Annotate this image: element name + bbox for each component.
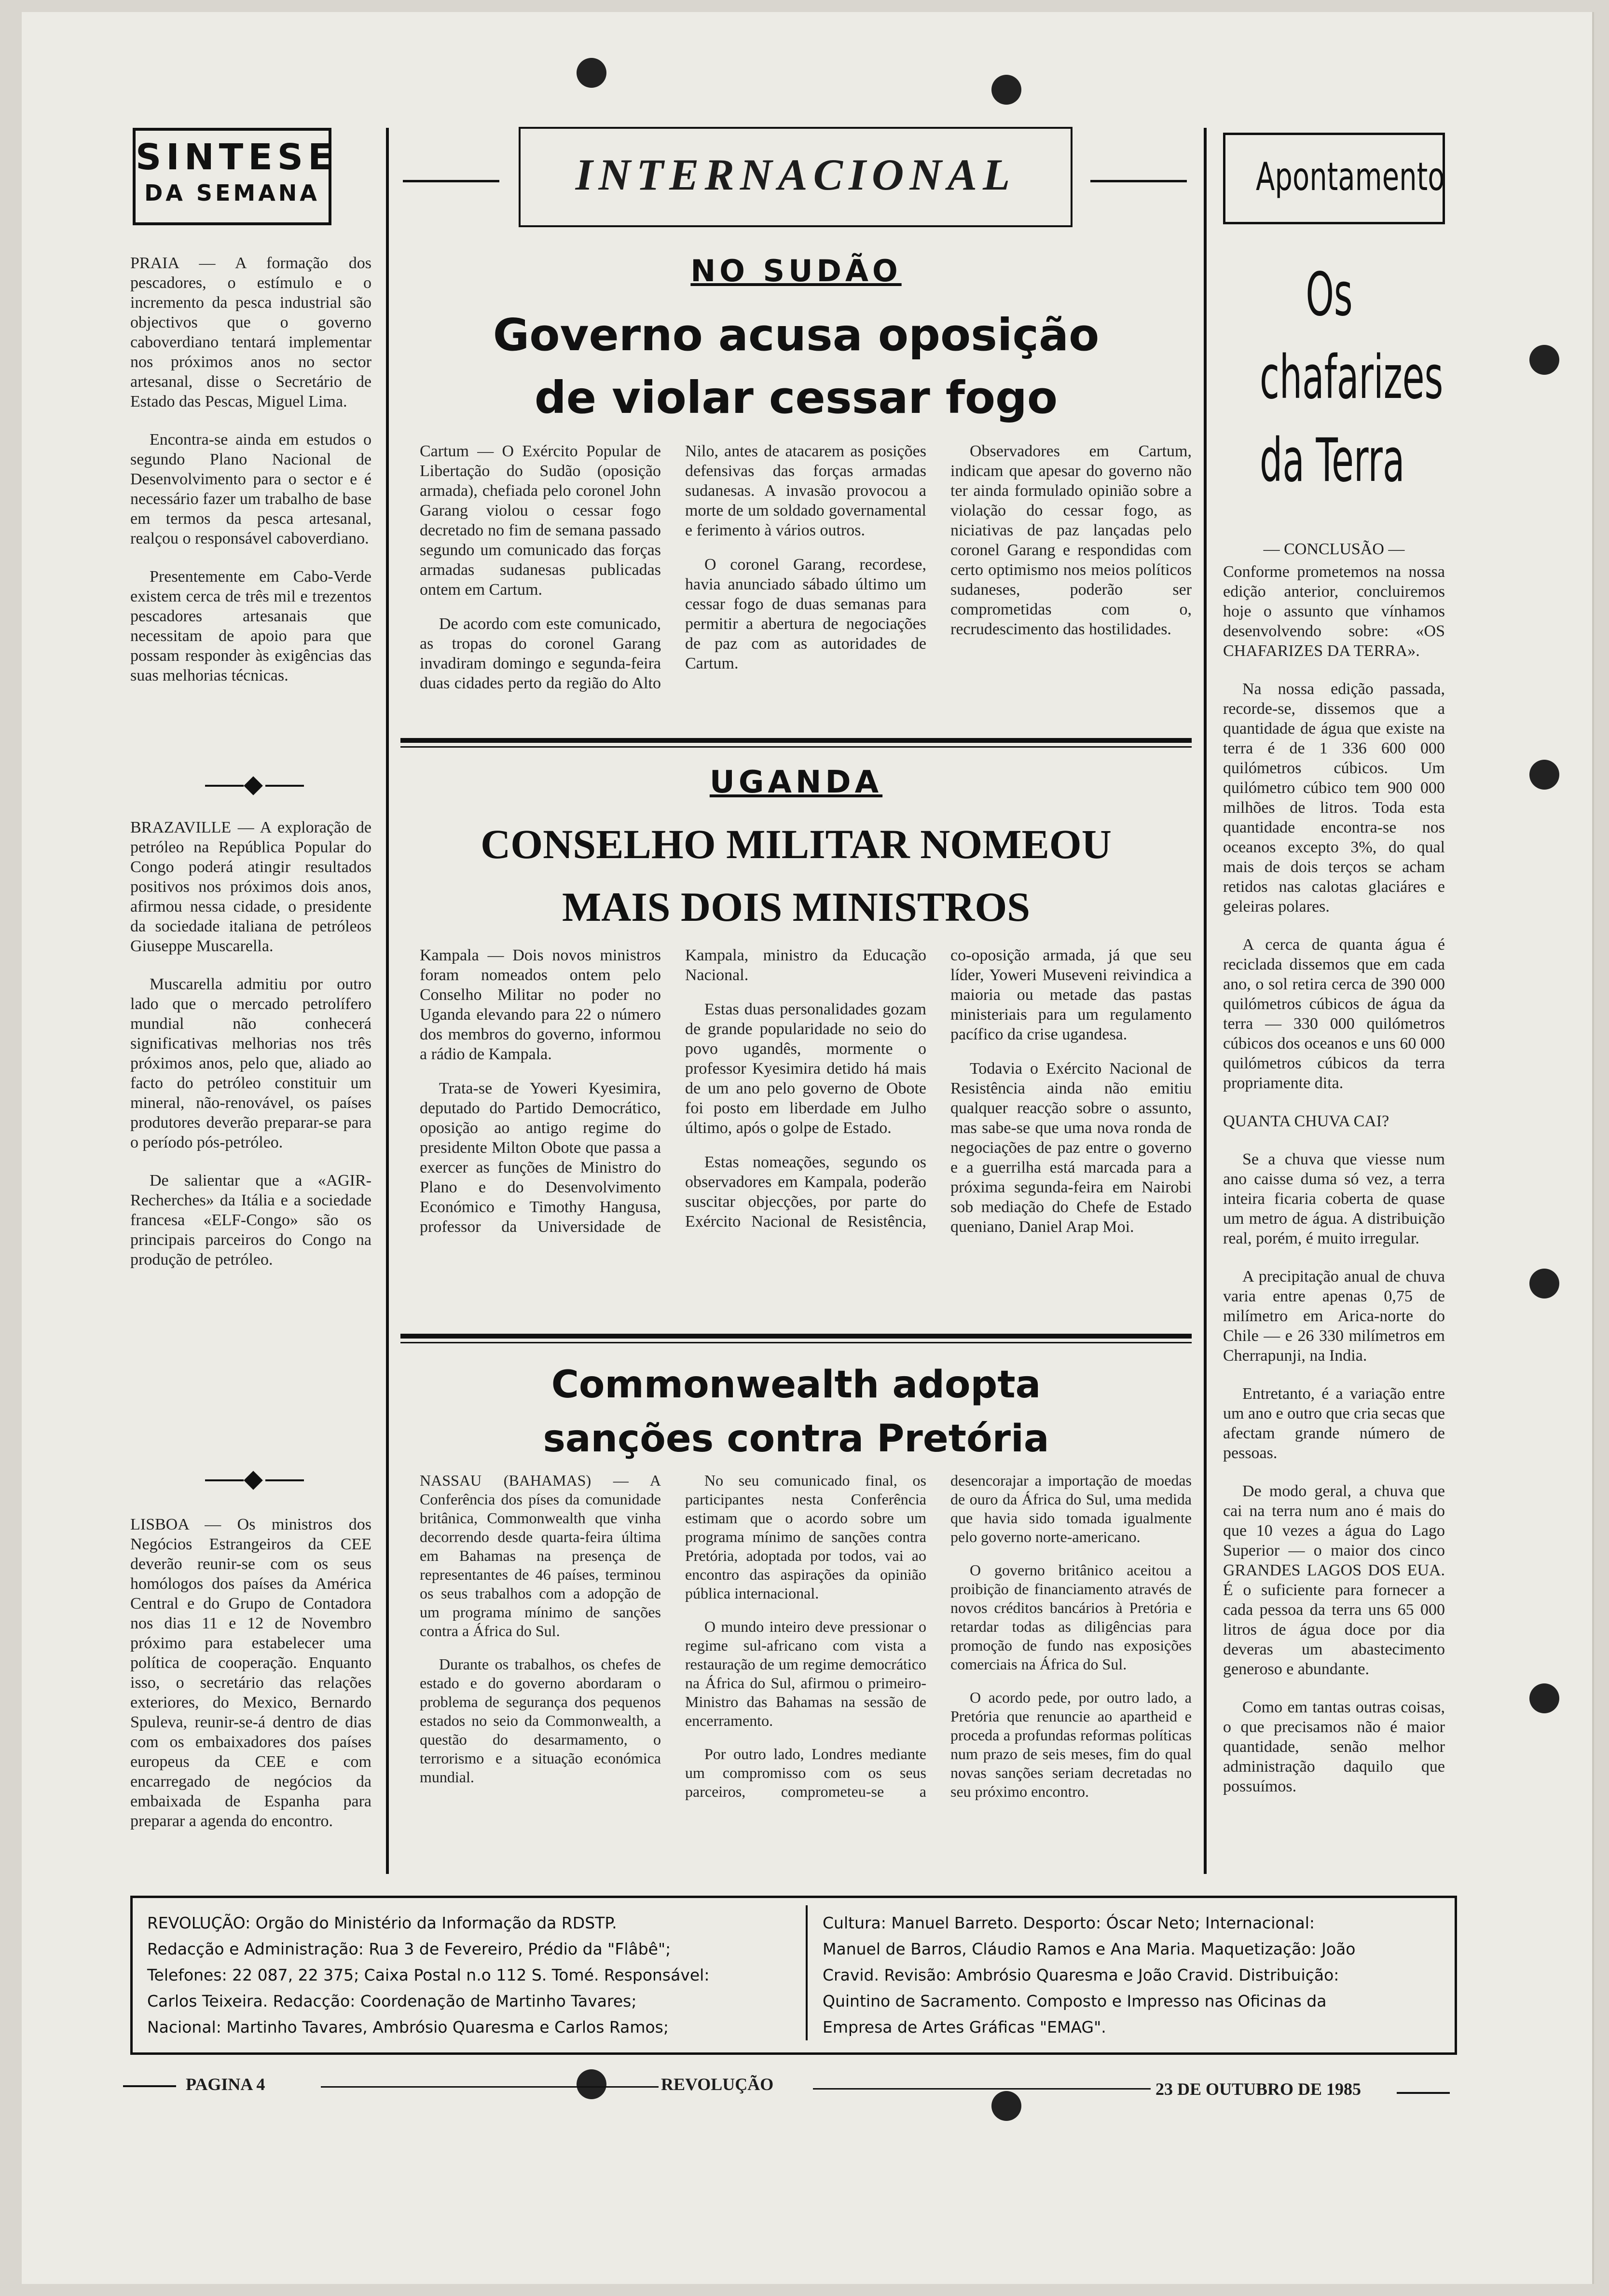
sintese-paragraph: Muscarella admitiu por outro lado que o mercado petrolífero mundial não conhecerá significativas melhorias nos três próximos anos, pelo que, aliado ao facto do petróleo constituir um mineral, não-renovável, os países produtores deverão preparar-se para o período pós-petróleo.: [130, 975, 371, 1151]
footer-rule: [321, 2086, 659, 2088]
sintese-column-3: [130, 1515, 371, 1849]
sudao-headline-line2: de violar cessar fogo: [534, 372, 1058, 424]
masthead-line: Cravid. Revisão: Ambrósio Quaresma e João Cravid. Distribuição:: [823, 1966, 1339, 1984]
sintese-header-box: [133, 128, 337, 225]
commonwealth-headline-line2: sanções contra Pretória: [543, 1417, 1049, 1461]
masthead-line: Redacção e Administração: Rua 3 de Fevereiro, Prédio da "Flâbê";: [147, 1940, 671, 1958]
uganda-body: [420, 945, 1192, 1331]
uganda-headline-line1: CONSELHO MILITAR NOMEOU: [481, 821, 1112, 867]
footer-date: 23 DE OUTUBRO DE 1985: [1155, 2079, 1361, 2099]
punch-hole: [577, 58, 606, 88]
apontamento-body: [1223, 562, 1445, 1815]
sintese-paragraph: LISBOA — Os ministros dos Negócios Estrangeiros da CEE deverão reunir-se com os seus homólogos dos países da América Central e do Grupo de Contadora nos dias 11 e 12 de Novembro próximo para estabelecer uma política de cooperação. Enquanto isso, o secretário das relações exteriores, do Mexico, Bernardo Spuleva, reunir-se-á dentro de dias com os embaixadores dos países europeus da CEE e com encarregado de negócios da embaixada de Espanha para preparar a agenda do encontro.: [130, 1516, 371, 1830]
commonwealth-paragraph: O governo britânico aceitou a proibição de financiamento através de novos créditos bancários à Pretória e retardar todas as diligências para promoção de fundo nas exposições comerciais na África do Sul.: [950, 1561, 1192, 1673]
newspaper-page: [22, 12, 1594, 2284]
sudao-headline: [398, 304, 1194, 429]
punch-hole: [991, 75, 1021, 105]
section-rule-thin: [400, 746, 1192, 748]
uganda-paragraph: Estas nomeações, segundo os observadores em Kampala, poderão suscitar objecções, por parte do Exército Nacional de Resistência, co-oposição armada, já que seu líder, Yoweri Museveni reivindica a maioria ou metade das pastas ministeriais para um regulamento pacífico da crise ugandesa.: [685, 946, 1192, 1230]
commonwealth-paragraph: Durante os trabalhos, os chefes de estado e do governo abordaram o problema de segurança dos pequenos estados no seio da Commonwealth, a questão do desarmamento, o terrorismo e a situação económica mundial.: [420, 1655, 661, 1786]
header-rule-left: [403, 180, 499, 182]
section-rule: [400, 1334, 1192, 1339]
apontamento-headline: [1213, 253, 1445, 502]
apontamento-paragraph: A precipitação anual de chuva varia entre apenas 0,75 de milímetro em Arica-norte do Chile — e 26 330 milímetros em Cherrapunji, na India.: [1223, 1268, 1445, 1365]
masthead-left: [147, 1910, 774, 2040]
column-rule-right: [1204, 128, 1207, 1874]
punch-hole: [1529, 345, 1559, 375]
commonwealth-paragraph: Por outro lado, Londres mediante um compromisso com os seus parceiros, comprometeu-se a desencorajar a importação de moedas de ouro da África do Sul, uma medida que havia sido tomada igualmente pelo governo norte-americano.: [685, 1472, 1192, 1800]
uganda-kicker: UGANDA: [709, 765, 883, 800]
uganda-paragraph: Kampala — Dois novos ministros foram nomeados ontem pelo Conselho Militar no poder no Uganda elevando para 22 o número dos membros do governo, informou a rádio de Kampala.: [420, 946, 661, 1063]
masthead-line: Telefones: 22 087, 22 375; Caixa Postal n.o 112 S. Tomé. Responsável:: [147, 1966, 710, 1984]
commonwealth-body: [420, 1471, 1192, 1891]
sintese-paragraph: BRAZAVILLE — A exploração de petróleo na República Popular do Congo poderá atingir resultados positivos nos próximos dois anos, afirmou nessa cidade, o presidente da sociedade italiana de petróleos Giuseppe Muscarella.: [130, 819, 371, 955]
masthead-divider: [806, 1905, 808, 2040]
sudao-paragraph: De acordo com este comunicado, as tropas do coronel Garang invadiram domingo e segunda-feira duas cidades perto da região do Alto Nilo, antes de atacarem as posições defensivas das forças armadas sudanesas. A invasão provocou a morte de um soldado governamental e ferimento à vários outros.: [420, 442, 926, 692]
apontamento-title-line2: chafarizes: [1260, 343, 1444, 412]
masthead-line: Empresa de Artes Gráficas "EMAG".: [823, 2018, 1106, 2036]
commonwealth-paragraph: No seu comunicado final, os participantes nesta Conferência estimam que o acordo sobre um programa mínimo de sanções contra Pretória, adoptada por todos, vai ao encontro das aspirações da opinião pública internacional.: [685, 1472, 926, 1602]
sudao-body: [420, 441, 1192, 726]
sudao-paragraph: O coronel Garang, recordese, havia anunciado sábado último um cessar fogo de duas semanas para permitir a abertura de negociações de paz com as autoridades de Cartum.: [685, 556, 926, 672]
masthead-line: Cultura: Manuel Barreto. Desporto: Óscar Neto; Internacional:: [823, 1913, 1315, 1932]
sudao-paragraph: Observadores em Cartum, indicam que apesar do governo não ter ainda formulado opinião sobre a violação do cessar fogo, as niciativas de paz lançadas pelo coronel Garang e respondidas com certo optimismo nos meios políticos sudaneses, poderão ser comprometidas com o, recrudescimento das hostilidades.: [950, 442, 1192, 638]
uganda-paragraph: Estas duas personalidades gozam de grande popularidade no seio do povo ugandês, mormente o professor Kyesimira detido há mais de um ano pelo governo de Obote foi posto em liberdade em Julho último, após o golpe de Estado.: [685, 1000, 926, 1137]
footer-rule: [123, 2085, 176, 2087]
commonwealth-paragraph: O mundo inteiro deve pressionar o regime sul-africano com vista a restauração de um regime democrático na África do Sul, afirmou o primeiro-Ministro das Bahamas na sessão de encerramento.: [685, 1618, 926, 1729]
apontamento-conclusao: — CONCLUSÃO —: [1263, 540, 1405, 558]
footer-paper-name: REVOLUÇÃO: [661, 2075, 774, 2094]
section-rule-thin: [400, 1342, 1192, 1343]
commonwealth-headline: [398, 1358, 1194, 1466]
sintese-paragraph: PRAIA — A formação dos pescadores, o estímulo e o incremento da pesca industrial são objectivos que o governo caboverdiano tentará implementar nos próximos anos no sector artesanal, disse o Secretário de Estado das Pescas, Miguel Lima.: [130, 254, 371, 410]
apontamento-subhead: QUANTA CHUVA CAI?: [1223, 1112, 1389, 1130]
sudao-paragraph: Cartum — O Exército Popular de Libertação do Sudão (oposição armada), chefiada pelo coronel John Garang violou o cessar fogo decretado no fim de semana passado segundo um comunicado das forças armadas sudanesas publicadas ontem em Cartum.: [420, 442, 661, 599]
uganda-headline: [398, 813, 1194, 938]
masthead-line: Manuel de Barros, Cláudio Ramos e Ana Maria. Maquetização: João: [823, 1940, 1356, 1958]
commonwealth-paragraph: O acordo pede, por outro lado, a Pretória que renuncie ao apartheid e proceda a profundas reformas políticas num prazo de seis meses, fim do qual novas sanções seriam decretadas no seu próximo encontro.: [950, 1689, 1192, 1800]
uganda-paragraph: Trata-se de Yoweri Kyesimira, deputado do Partido Democrático, oposição ao antigo regime do presidente Milton Obote que passa a exercer as funções de Ministro do Plano e do Desenvolvimento Económico e Timothy Hangusa, professor da Universidade de Kampala, ministro da Educação Nacional.: [420, 946, 926, 1236]
apontamento-paragraph: Na nossa edição passada, recorde-se, dissemos que a quantidade de água que existe na terra é de 1 336 600 000 quilómetros cúbicos. Um quilómetro cúbico tem 900 000 milhões de litros. Toda esta quantidade encontra-se nos oceanos excepto 3%, do qual mais de dois terços se acham retidos nas calotas glaciáres e geleiras polares.: [1223, 680, 1445, 916]
sintese-title: SINTESE: [136, 137, 337, 178]
sintese-paragraph: Presentemente em Cabo-Verde existem cerca de três mil e trezentos pescadores artesanais que necessitam de apoio para que possam responder às exigências das suas melhorias técnicas.: [130, 568, 371, 684]
column-rule-left: [386, 128, 389, 1874]
masthead-box: [130, 1896, 1457, 2055]
masthead-line: Quintino de Sacramento. Composto e Impresso nas Oficinas da: [823, 1992, 1327, 2010]
sintese-column: [130, 253, 371, 704]
apontamento-title-line1: Os: [1306, 260, 1353, 329]
sudao-headline-line1: Governo acusa oposição: [493, 309, 1100, 361]
apontamento-title-line3: da Terra: [1260, 426, 1405, 495]
internacional-header-box: [519, 127, 1073, 227]
section-separator: [205, 779, 302, 793]
apontamento-paragraph: Conforme prometemos na nossa edição anterior, concluiremos hoje o assunto que vínhamos desenvolvendo sobre: «OS CHAFARIZES DA TERRA».: [1223, 563, 1445, 660]
apontamento-paragraph: Entretanto, é a variação entre um ano e outro que cria secas que afectam grande número de pessoas.: [1223, 1385, 1445, 1462]
commonwealth-paragraph: NASSAU (BAHAMAS) — A Conferência dos píses da comunidade britânica, Commonwealth que vinha decorrendo desde quarta-feira última em Bahamas na presença de representantes de 46 países, terminou os seus trabalhos com a adopção de um programa mínimo de sanções contra a África do Sul.: [420, 1472, 661, 1640]
apontamento-title: Apontamento: [1256, 154, 1445, 199]
footer-rule: [813, 2088, 1151, 2090]
apontamento-paragraph: Como em tantas outras coisas, o que precisamos não é maior quantidade, senão melhor administração daquilo que possuímos.: [1223, 1698, 1445, 1795]
section-separator: [205, 1474, 302, 1487]
masthead-line: REVOLUÇÃO: Orgão do Ministério da Informação da RDSTP.: [147, 1913, 617, 1932]
internacional-title: INTERNACIONAL: [575, 150, 1016, 199]
header-rule-right: [1090, 180, 1187, 182]
apontamento-paragraph: A cerca de quanta água é reciclada dissemos que em cada ano, o sol retira cerca de 390 000 quilómetros cúbicos de água da terra — 330 000 quilómetros cúbicos dos oceanos e uns 60 000 quilómetros cúbicos da terra propriamente dita.: [1223, 936, 1445, 1092]
apontamento-paragraph: De modo geral, a chuva que cai na terra num ano é mais do que 10 vezes a água do Lago Superior — o maior dos cinco GRANDES LAGOS DOS EUA. É o suficiente para fornecer a cada pessoa da terra uns 65 000 litros de água doce por dia deveras um abastecimento generoso e abundante.: [1223, 1482, 1445, 1678]
masthead-line: Carlos Teixeira. Redacção: Coordenação de Martinho Tavares;: [147, 1992, 637, 2010]
sintese-paragraph: Encontra-se ainda em estudos o segundo Plano Nacional de Desenvolvimento para o sector e é necessário fazer um trabalho de base em termos da pesca artesanal, realçou o responsável caboverdiano.: [130, 431, 371, 547]
footer-rule: [1397, 2092, 1450, 2094]
punch-hole: [1529, 760, 1559, 790]
sintese-paragraph: De salientar que a «AGIR-Recherches» da Itália e a sociedade francesa «ELF-Congo» são os principais parceiros do Congo na produção de petróleo.: [130, 1172, 371, 1269]
punch-hole: [1529, 1683, 1559, 1713]
uganda-paragraph: Todavia o Exército Nacional de Resistência ainda não emitiu qualquer reacção sobre o assunto, mas sabe-se que uma nova ronda de negociações de paz entre o governo e a guerrilha está marcada para a próxima segunda-feira em Nairobi sob mediação do Chefe de Estado queniano, Daniel Arap Moi.: [950, 1060, 1192, 1236]
punch-hole: [991, 2091, 1021, 2121]
commonwealth-headline-line1: Commonwealth adopta: [551, 1363, 1041, 1407]
sintese-column-2: [130, 818, 371, 1288]
uganda-headline-line2: MAIS DOIS MINISTROS: [562, 884, 1031, 930]
apontamento-paragraph: Se a chuva que viesse num ano caisse duma só vez, a terra inteira ficaria coberta de quase um metro de água. A distribuição real, porém, é muito irregular.: [1223, 1150, 1445, 1247]
sintese-subtitle: DA SEMANA: [144, 180, 320, 206]
sudao-kicker: NO SUDÃO: [690, 253, 902, 288]
punch-hole: [1529, 1269, 1559, 1298]
masthead-right: [823, 1910, 1445, 2040]
masthead-line: Nacional: Martinho Tavares, Ambrósio Quaresma e Carlos Ramos;: [147, 2018, 669, 2036]
punch-hole: [577, 2069, 606, 2099]
section-rule: [400, 738, 1192, 743]
apontamento-header-box: [1223, 133, 1445, 224]
footer-page-number: PAGINA 4: [186, 2075, 265, 2094]
